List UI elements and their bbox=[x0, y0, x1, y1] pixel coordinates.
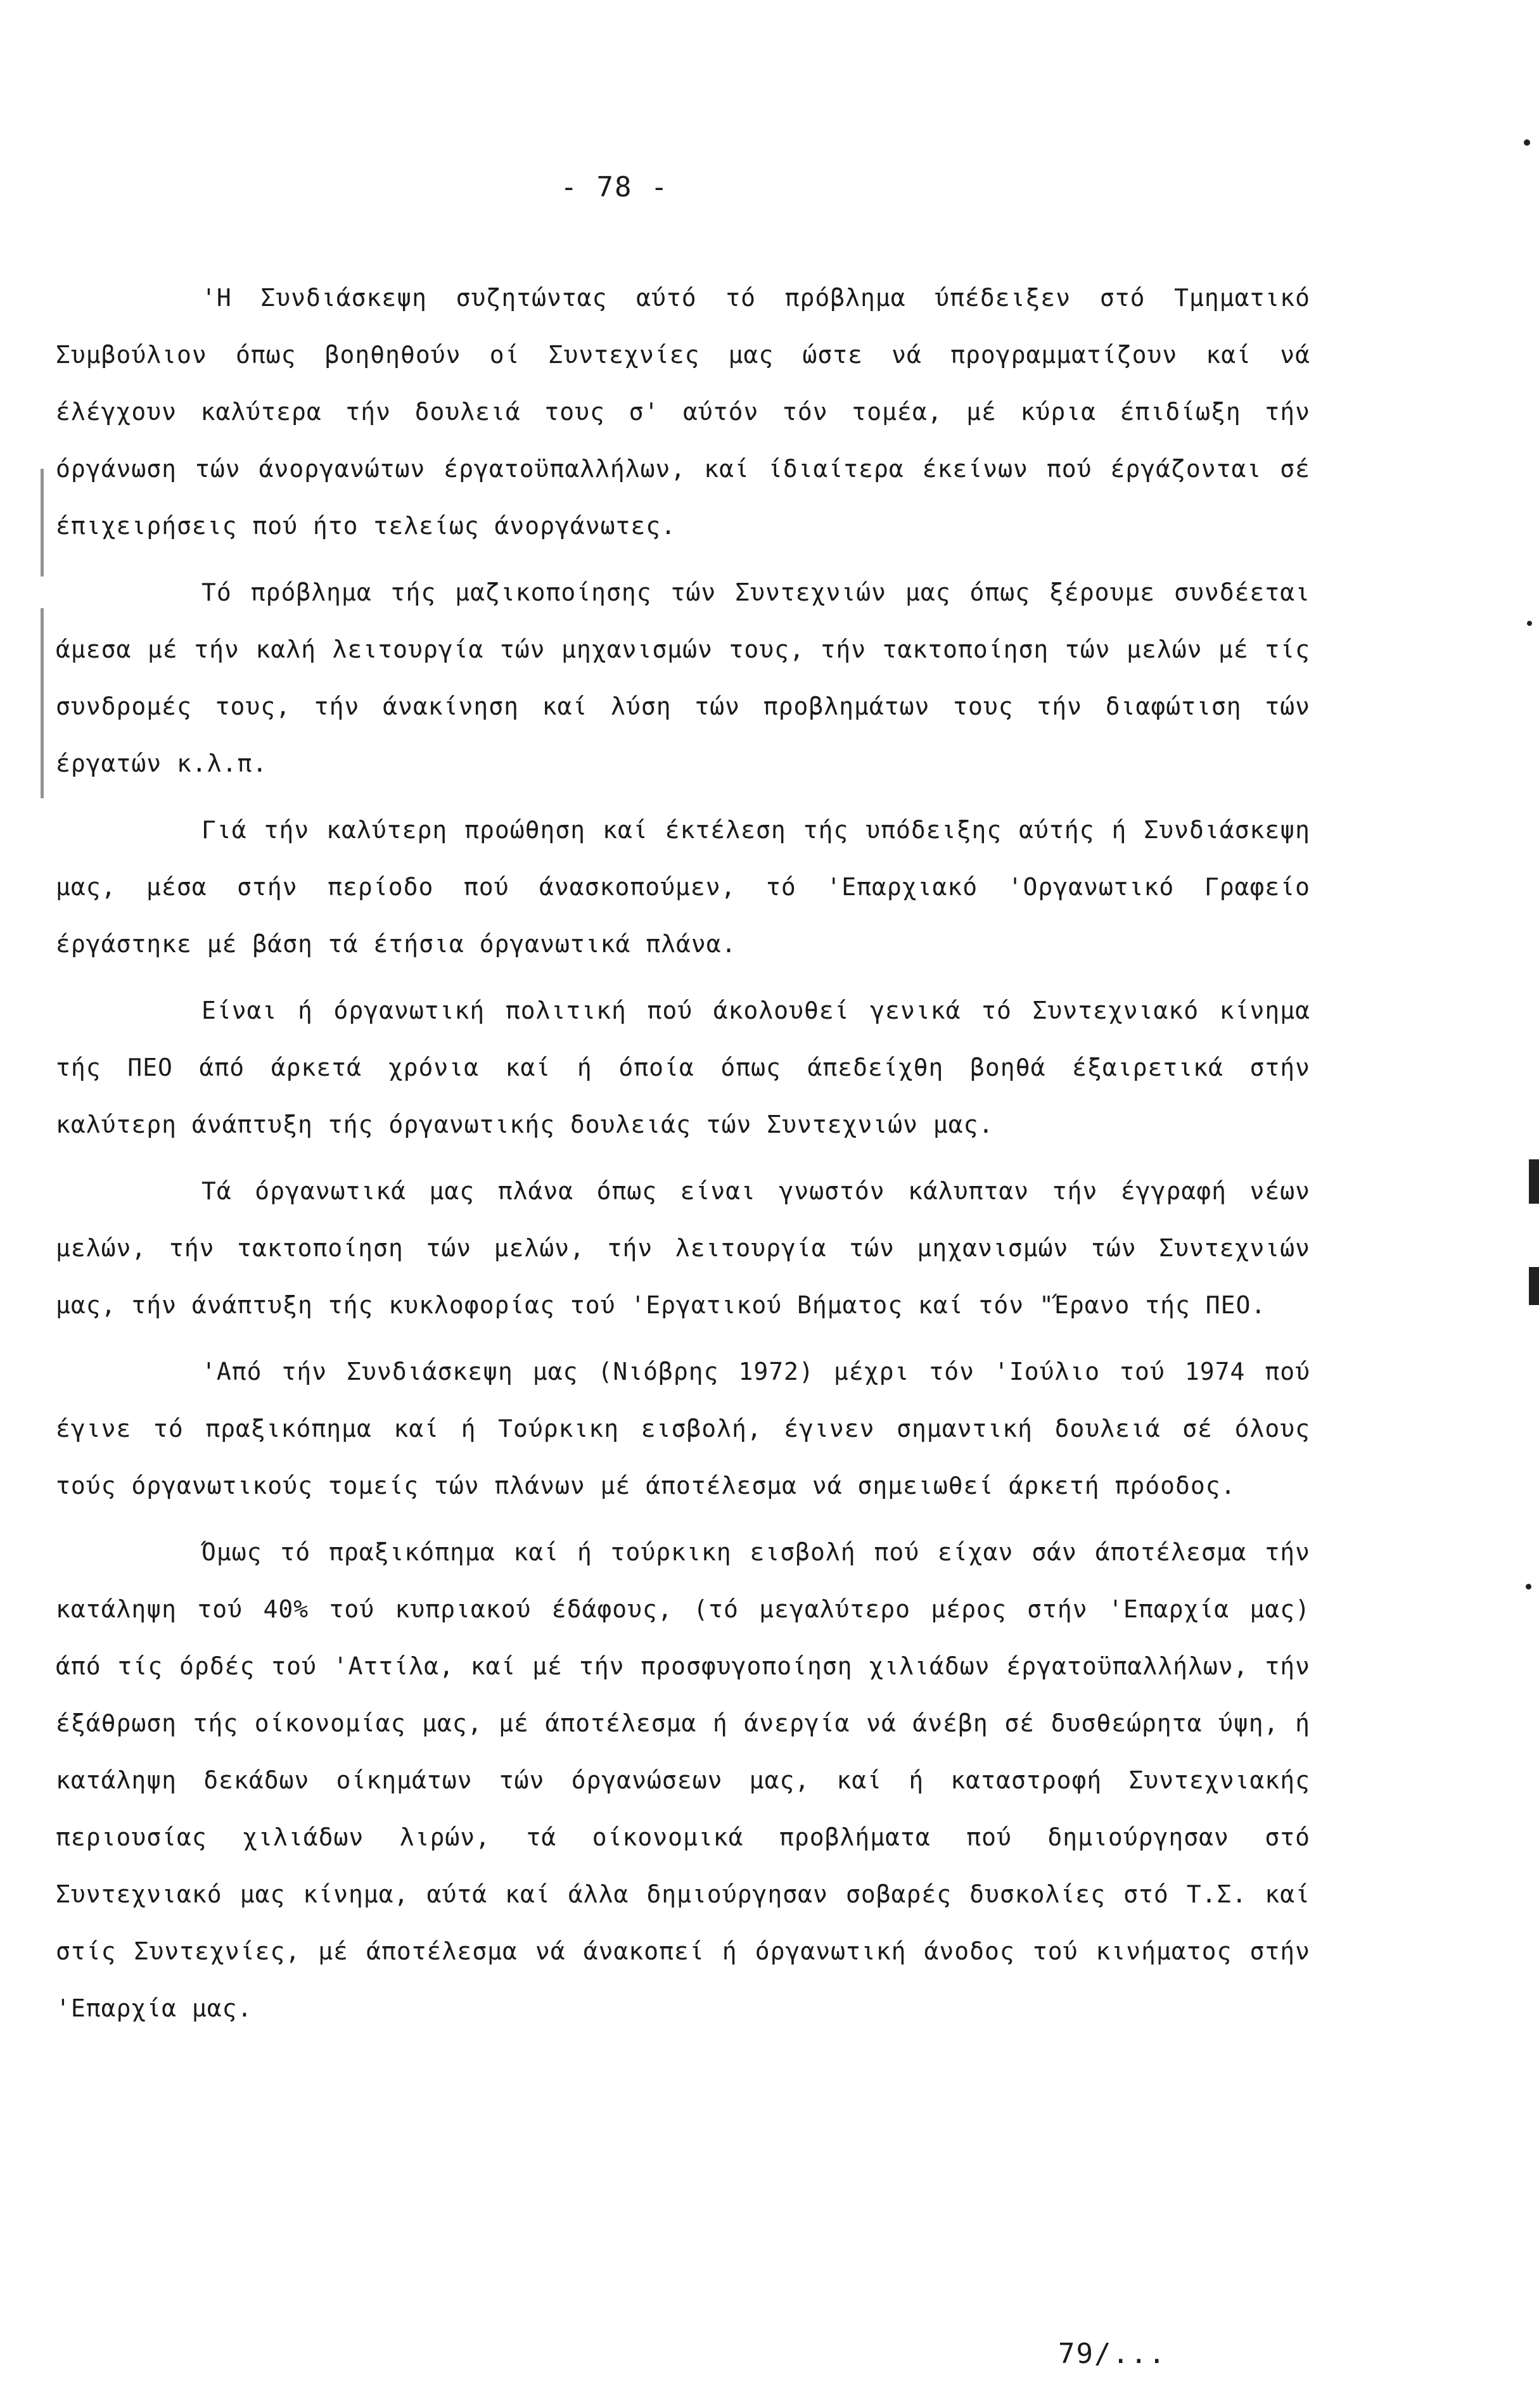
scan-speck bbox=[1526, 1584, 1531, 1589]
paragraph: Τό πρόβλημα τής μαζικοποίησης τών Συντεχνιών μας όπως ξέρουμε συνδέεται άμεσα μέ τήν καλή λειτουργία τών μηχανισμών τους, τήν τακτοποίηση τών μελών μέ τίς συνδρομές τους, τήν άνακίνηση καί λύση τών προβλημάτων τους τήν διαφώτιση τών έργατών κ.λ.π. bbox=[56, 578, 1310, 777]
scan-speck bbox=[1524, 139, 1530, 146]
page-number: - 78 - bbox=[560, 171, 669, 203]
paragraph: Είναι ή όργανωτική πολιτική πού άκολουθεί γενικά τό Συντεχνιακό κίνημα τής ΠΕΟ άπό άρκετά χρόνια καί ή όποία όπως άπεδείχθη βοηθά έξαιρετικά στήν καλύτερη άνάπτυξη τής όργανωτικής δουλειάς τών Συντεχνιών μας. bbox=[56, 997, 1310, 1138]
paragraph: Όμως τό πραξικόπημα καί ή τούρκικη εισβολή πού είχαν σάν άποτέλεσμα τήν κατάληψη τού 40% τού κυπριακού έδάφους, (τό μεγαλύτερο μέρος στήν 'Επαρχία μας) άπό τίς όρδές τού 'Αττίλα, καί μέ τήν προσφυγοποίηση χιλιάδων έργατοϋπαλλήλων, τήν έξάθρωση τής οίκονομίας μας, μέ άποτέλεσμα ή άνεργία νά άνέβη σέ δυσθεώρητα ύψη, ή κατάληψη δεκάδων οίκημάτων τών όργανώσεων μας, καί ή καταστροφή Συντεχνιακής περιουσίας χιλιάδων λιρών, τά οίκονομικά προβλήματα πού δημιούργησαν στό Συντεχνιακό μας κίνημα, αύτά καί άλλα δημιούργησαν σοβαρές δυσκολίες στό Τ.Σ. καί στίς Συντεχνίες, μέ άποτέλεσμα νά άνακοπεί ή όργανωτική άνοδος τού κινήματος στήν 'Επαρχία μας. bbox=[56, 1538, 1310, 2022]
body-text bbox=[56, 269, 1310, 2046]
scan-margin-mark bbox=[41, 469, 44, 577]
paragraph: Τά όργανωτικά μας πλάνα όπως είναι γνωστόν κάλυπταν τήν έγγραφή νέων μελών, τήν τακτοποίηση τών μελών, τήν λειτουργία τών μηχανισμών τών Συντεχνιών μας, τήν άνάπτυξη τής κυκλοφορίας τού 'Εργατικού Βήματος καί τόν "Έρανο τής ΠΕΟ. bbox=[56, 1177, 1310, 1319]
scan-edge-mark bbox=[1529, 1267, 1539, 1305]
paragraph: Γιά τήν καλύτερη προώθηση καί έκτέλεση τής υπόδειξης αύτής ή Συνδιάσκεψη μας, μέσα στήν περίοδο πού άνασκοπούμεν, τό 'Επαρχιακό 'Οργανωτικό Γραφείο έργάστηκε μέ βάση τά έτήσια όργανωτικά πλάνα. bbox=[56, 816, 1310, 958]
paragraph: 'Από τήν Συνδιάσκεψη μας (Νιόβρης 1972) μέχρι τόν 'Ιούλιο τού 1974 πού έγινε τό πραξικόπημα καί ή Τούρκικη εισβολή, έγινεν σημαντική δουλειά σέ όλους τούς όργανωτικούς τομείς τών πλάνων μέ άποτέλεσμα νά σημειωθεί άρκετή πρόοδος. bbox=[56, 1358, 1310, 1500]
paragraph: 'Η Συνδιάσκεψη συζητώντας αύτό τό πρόβλημα ύπέδειξεν στό Τμηματικό Συμβούλιον όπως βοηθηθούν οί Συντεχνίες μας ώστε νά προγραμματίζουν καί νά έλέγχουν καλύτερα τήν δουλειά τους σ' αύτόν τόν τομέα, μέ κύρια έπιδίωξη τήν όργάνωση τών άνοργανώτων έργατοϋπαλλήλων, καί ίδιαίτερα έκείνων πού έργάζονται σέ έπιχειρήσεις πού ήτο τελείως άνοργάνωτες. bbox=[56, 284, 1310, 540]
scan-speck bbox=[1527, 621, 1532, 626]
scan-margin-mark bbox=[41, 608, 44, 798]
continuation-marker: 79/... bbox=[1058, 2338, 1166, 2370]
scan-edge-mark bbox=[1529, 1159, 1539, 1204]
